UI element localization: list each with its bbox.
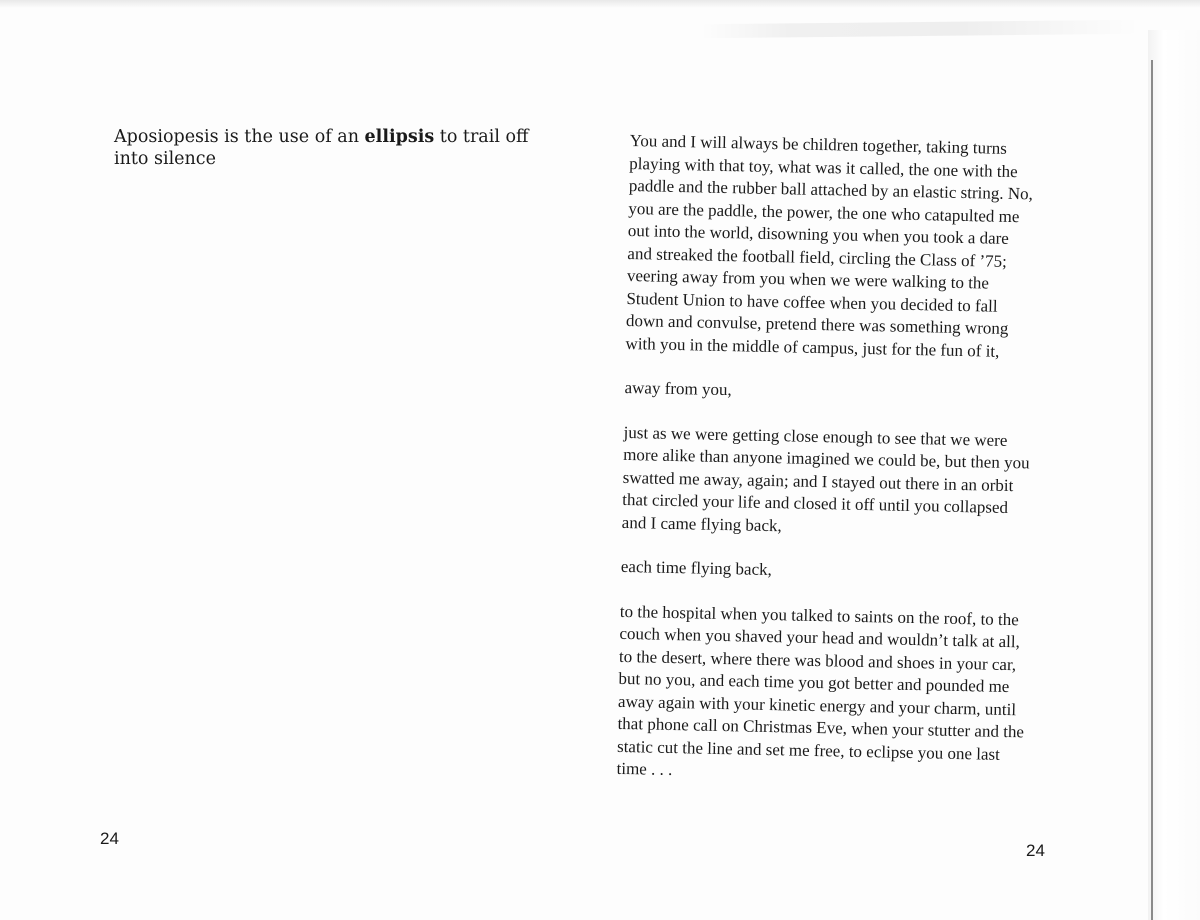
right-page-number: 24	[1026, 841, 1045, 860]
poem-stanza-2: away from you,	[624, 377, 732, 400]
scan-top-edge	[0, 0, 1200, 8]
left-page-number: 24	[100, 829, 119, 848]
poem-text	[616, 130, 1070, 812]
page-edge-line	[1151, 60, 1153, 920]
poem-stanza-3: just as we were getting close enough to see that we were more alike than anyone imagined we could be, but then you swatted me away, again; and I stayed out there in an orbit that circled your life and closed it off until you collapsed and I came flying back,	[621, 422, 1030, 535]
heading-text-start: Aposiopesis is the use of an	[114, 127, 365, 147]
left-page-heading	[114, 126, 534, 170]
heading-keyword: ellipsis	[364, 127, 435, 147]
heading-text-end: to trail off into silence	[114, 127, 529, 169]
bleed-through-shadow	[700, 20, 1140, 39]
scan-right-margin	[1148, 30, 1200, 920]
poem-stanza-1: You and I will always be children together, taking turns playing with that toy, what was it called, the one with the paddle and the rubber ball attached by an elastic string. No, you are the paddle, the power, the one who catapulted me out into the world, disowning you when you took a dare and streaked the football field, circling the Class of ’75; veering away from you when we were walking to the Student Union to have coffee when you decided to fall down and convulse, pretend there was something wrong with you in the middle of campus, just for the fun of it,	[625, 130, 1034, 361]
poem-stanza-5: to the hospital when you talked to saints on the roof, to the couch when you shaved your head and wouldn’t talk at all, to the desert, where there was blood and shoes in your car, but no you, and each time you got better and pounded me away again with your kinetic energy and your charm, until that phone call on Christmas Eve, when your stutter and the static cut the line and set me free, to eclipse you one last time . . .	[616, 601, 1025, 780]
poem-stanza-4: each time flying back,	[620, 556, 773, 580]
